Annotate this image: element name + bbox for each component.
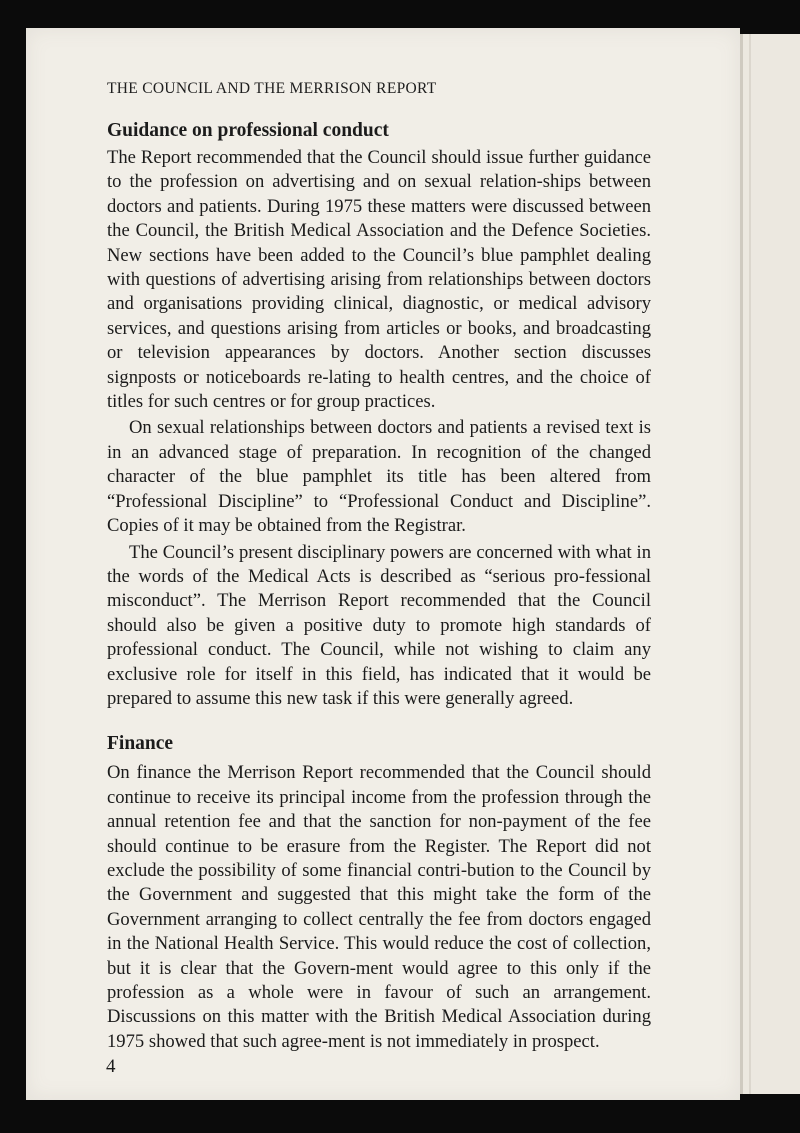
paragraph: The Council’s present disciplinary powers are concerned with what in the words of the Medical Acts is described as “serious pro-fessional misconduct”. The Merrison Report recommended that the Council should also be given a positive duty to promote high standards of professional conduct. The Council, while not wishing to claim any exclusive role for itself in this field, has indicated that it would be prepared to assume this new task if this were generally agreed. <box>107 541 651 709</box>
page-number: 4 <box>106 1056 116 1077</box>
paragraph: On sexual relationships between doctors and patients a revised text is in an advanced stage of preparation. In recognition of the changed character of the blue pamphlet its title has been altered from “Professional Discipline” to “Professional Conduct and Discipline”. Copies of it may be obtained from the Registrar. <box>107 417 651 537</box>
section-heading-finance: Finance <box>107 733 174 755</box>
facing-page-edge <box>740 34 800 1094</box>
page-body <box>107 118 651 1054</box>
section-heading-guidance: Guidance on professional conduct <box>107 120 389 141</box>
paragraph: The Report recommended that the Council should issue further guidance to the profession on advertising and on sexual relation-ships between doctors and patients. During 1975 these matters were discussed between the Council, the British Medical Association and the Defence Societies. New sections have been added to the Council’s blue pamphlet dealing with questions of advertising arising from relationships between doctors and organisations providing clinical, diagnostic, or medical advisory services, and questions arising from articles or books, and broadcasting or television appearances by doctors. Another section discusses signposts or noticeboards re-lating to health centres, and the choice of titles for such centres or for group practices. <box>107 147 651 413</box>
running-head: THE COUNCIL AND THE MERRISON REPORT <box>107 80 437 97</box>
paragraph: On finance the Merrison Report recommended that the Council should continue to receive its principal income from the profession through the annual retention fee and that the sanction for non-payment of the fee should continue to be erasure from the Register. The Report did not exclude the possibility of some financial contri-bution to the Council by the Government and suggested that this might take the form of the Government arranging to collect centrally the fee from doctors engaged in the National Health Service. This would reduce the cost of collection, but it is clear that the Govern-ment would agree to this only if the profession as a whole were in favour of such an arrangement. Discussions on this matter with the British Medical Association during 1975 showed that such agree-ment is not immediately in prospect. <box>107 762 651 1052</box>
